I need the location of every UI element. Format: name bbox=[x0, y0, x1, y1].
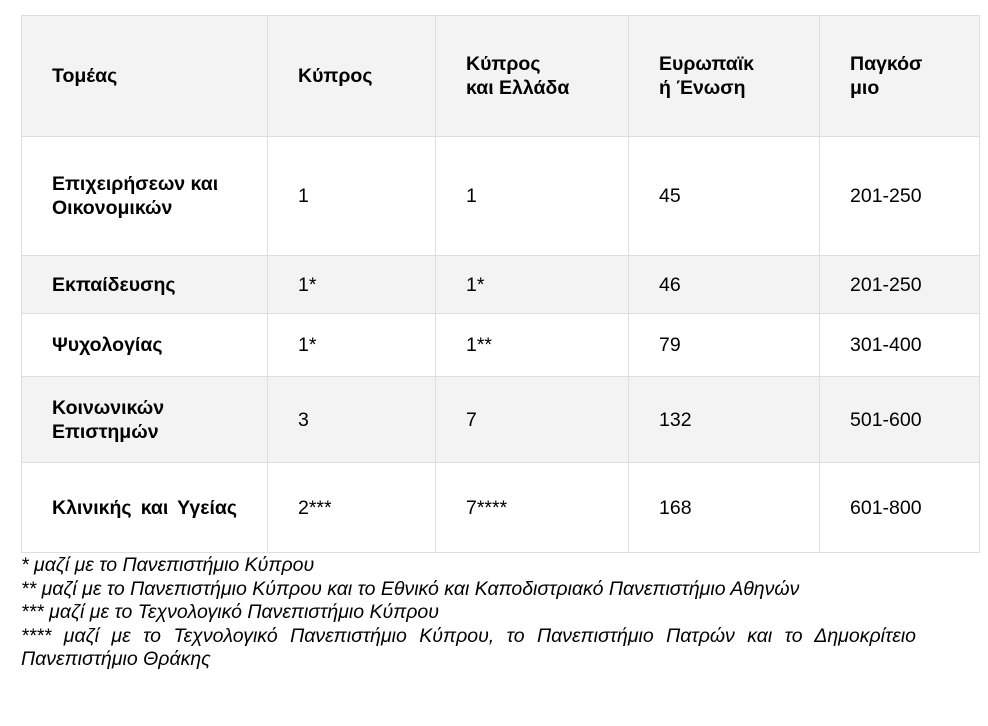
cyprus-greece-cell: 1** bbox=[436, 314, 629, 377]
cyprus-cell: 1* bbox=[268, 314, 436, 377]
cyprus-cell: 1 bbox=[268, 137, 436, 256]
cyprus-cell: 3 bbox=[268, 377, 436, 463]
eu-cell: 46 bbox=[629, 256, 820, 314]
footnote: **** μαζί με το Τεχνολογικό Πανεπιστήμιο Κύπρου, το Πανεπιστήμιο Πατρών και το Δημοκρίτειο Πανεπιστήμιο Θράκης bbox=[21, 624, 916, 670]
world-cell: 501-600 bbox=[820, 377, 980, 463]
table-row bbox=[22, 463, 980, 553]
cyprus-greece-cell: 1* bbox=[436, 256, 629, 314]
header-cyprus-greece: Κύπρος και Ελλάδα bbox=[436, 16, 629, 137]
sector-cell: Κλινικής και Υγείας bbox=[22, 463, 268, 553]
world-cell: 201-250 bbox=[820, 137, 980, 256]
header-sector: Τομέας bbox=[22, 16, 268, 137]
document bbox=[21, 15, 979, 672]
world-cell: 201-250 bbox=[820, 256, 980, 314]
sector-cell: Κοινωνικών Επιστημών bbox=[22, 377, 268, 463]
cyprus-greece-cell: 1 bbox=[436, 137, 629, 256]
eu-cell: 168 bbox=[629, 463, 820, 553]
table-header-row bbox=[22, 16, 980, 137]
world-cell: 301-400 bbox=[820, 314, 980, 377]
sector-cell: Επιχειρήσεων και Οικονομικών bbox=[22, 137, 268, 256]
sector-cell: Ψυχολογίας bbox=[22, 314, 268, 377]
footnotes bbox=[21, 554, 916, 672]
cyprus-greece-cell: 7**** bbox=[436, 463, 629, 553]
table-row bbox=[22, 314, 980, 377]
cyprus-greece-cell: 7 bbox=[436, 377, 629, 463]
sector-cell: Εκπαίδευσης bbox=[22, 256, 268, 314]
table-row bbox=[22, 137, 980, 256]
header-world: Παγκόσ μιο bbox=[820, 16, 980, 137]
header-cyprus: Κύπρος bbox=[268, 16, 436, 137]
eu-cell: 132 bbox=[629, 377, 820, 463]
footnote: * μαζί με το Πανεπιστήμιο Κύπρου bbox=[21, 554, 315, 576]
footnote: ** μαζί με το Πανεπιστήμιο Κύπρου και το Εθνικό και Καποδιστριακό Πανεπιστήμιο Αθηνών bbox=[21, 577, 800, 600]
table-row bbox=[22, 377, 980, 463]
header-eu: Ευρωπαϊκ ή Ένωση bbox=[629, 16, 820, 137]
world-cell: 601-800 bbox=[820, 463, 980, 553]
cyprus-cell: 2*** bbox=[268, 463, 436, 553]
cyprus-cell: 1* bbox=[268, 256, 436, 314]
table-row bbox=[22, 256, 980, 314]
ranking-table bbox=[21, 15, 980, 553]
eu-cell: 45 bbox=[629, 137, 820, 256]
footnote: *** μαζί με το Τεχνολογικό Πανεπιστήμιο Κύπρου bbox=[21, 601, 439, 623]
eu-cell: 79 bbox=[629, 314, 820, 377]
